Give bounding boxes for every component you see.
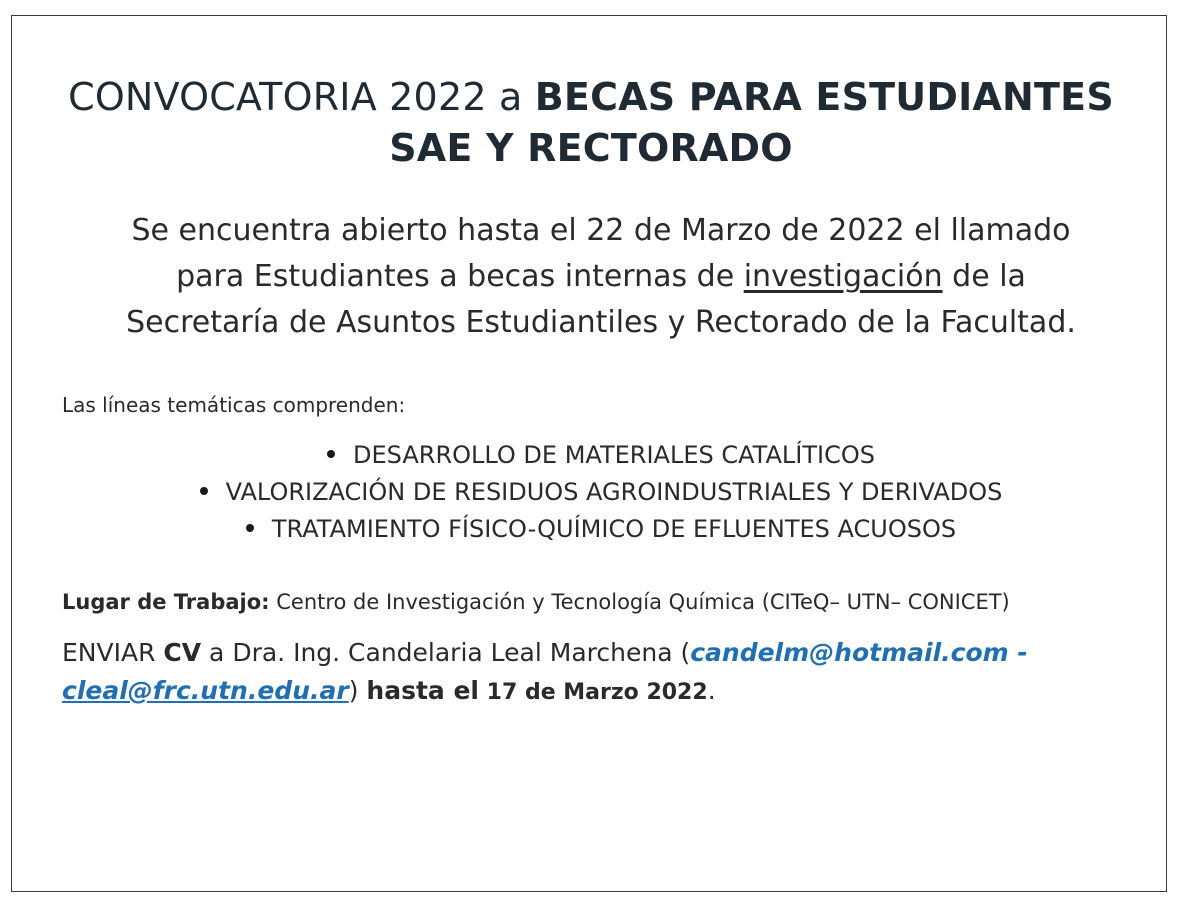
- intro-paragraph: [11, 208, 1185, 346]
- topic-item: [11, 511, 1185, 548]
- intro-line-2: [11, 254, 1185, 300]
- topic-item: [11, 437, 1185, 474]
- send-cv-paragraph: [62, 634, 1162, 712]
- topic-text: TRATAMIENTO FÍSICO-QUÍMICO DE EFLUENTES ACUOSOS: [271, 515, 957, 543]
- send-middle: a Dra. Ing. Candelaria Leal Marchena (: [201, 638, 691, 667]
- intro-line-3: Secretaría de Asuntos Estudiantiles y Rectorado de la Facultad.: [126, 305, 1076, 340]
- topics-list: [11, 437, 1185, 548]
- send-date: 17 de Marzo 2022: [479, 680, 708, 705]
- email-link-frc[interactable]: cleal@frc.utn.edu.ar: [62, 676, 349, 705]
- send-hasta: hasta el: [366, 676, 480, 705]
- title-line-2: [11, 123, 1171, 173]
- topics-label: Las líneas temáticas comprenden:: [62, 393, 406, 417]
- workplace-label: Lugar de Trabajo:: [62, 590, 270, 614]
- intro-line-2-pre: para Estudiantes a becas internas de: [176, 259, 744, 294]
- bullet-icon: [327, 450, 335, 458]
- bullet-icon: [246, 524, 254, 532]
- workplace-value: Centro de Investigación y Tecnología Química (CITeQ– UTN– CONICET): [269, 590, 1010, 614]
- send-period: .: [707, 676, 716, 705]
- title-bold: BECAS PARA ESTUDIANTES: [534, 75, 1114, 119]
- title-line-1: [11, 72, 1171, 122]
- topic-text: VALORIZACIÓN DE RESIDUOS AGROINDUSTRIALES Y DERIVADOS: [225, 478, 1003, 506]
- intro-line-2-post: de la: [942, 259, 1026, 294]
- topic-text: DESARROLLO DE MATERIALES CATALÍTICOS: [353, 441, 875, 469]
- title-light: CONVOCATORIA 2022 a: [68, 75, 535, 119]
- send-close-paren: ): [348, 676, 367, 705]
- intro-line-1: Se encuentra abierto hasta el 22 de Marzo de 2022 el llamado: [131, 213, 1071, 248]
- topic-item: [11, 474, 1185, 511]
- email-link-hotmail[interactable]: candelm@hotmail.com -: [690, 638, 1028, 667]
- send-cv: CV: [163, 638, 202, 667]
- workplace-line: [62, 590, 1010, 614]
- intro-underlined-word: investigación: [743, 259, 943, 294]
- title-bold-2: SAE Y RECTORADO: [389, 126, 793, 170]
- send-prefix: ENVIAR: [62, 638, 164, 667]
- bullet-icon: [200, 487, 208, 495]
